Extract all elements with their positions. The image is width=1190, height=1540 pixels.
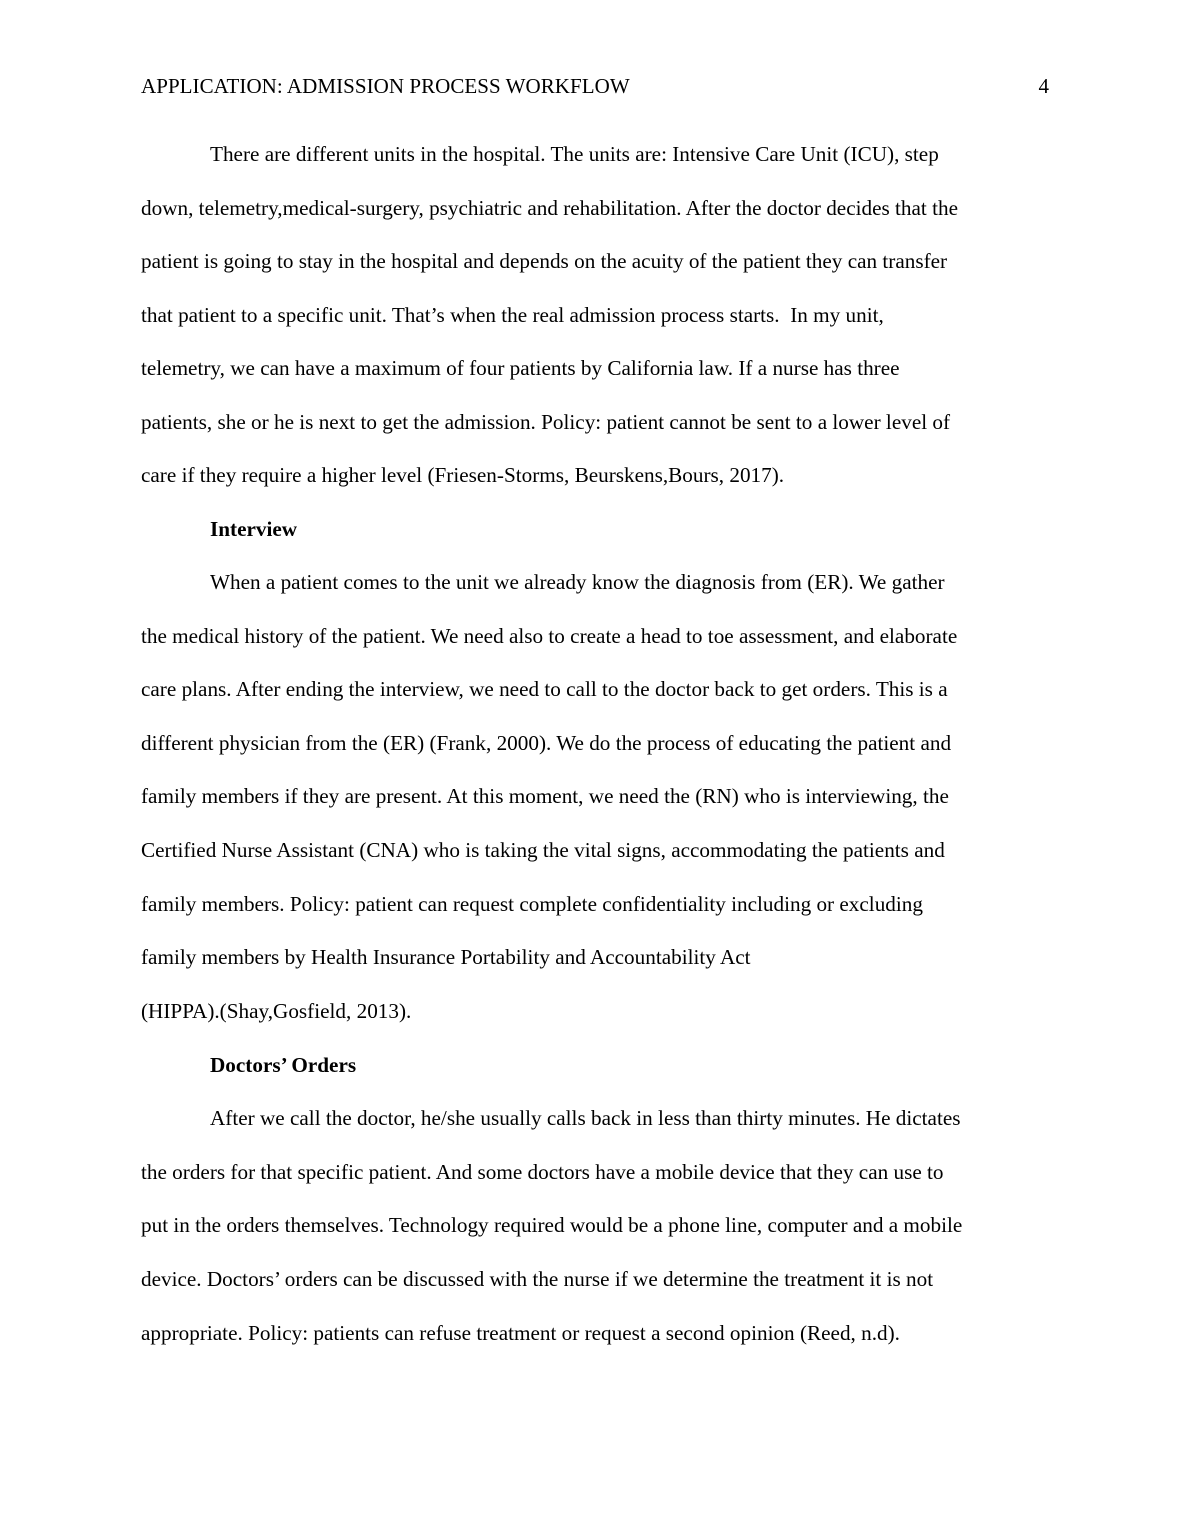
paragraph-line: appropriate. Policy: patients can refuse treatment or request a second opinion (Reed, n.d). <box>141 1321 900 1345</box>
paragraph-line: There are different units in the hospital. The units are: Intensive Care Unit (ICU), step <box>210 142 939 166</box>
paragraph-line: When a patient comes to the unit we already know the diagnosis from (ER). We gather <box>210 570 945 594</box>
paragraph-line: patient is going to stay in the hospital and depends on the acuity of the patient they can transfer <box>141 249 948 273</box>
paragraph-line: After we call the doctor, he/she usually calls back in less than thirty minutes. He dictates <box>210 1106 961 1130</box>
paragraph-line: telemetry, we can have a maximum of four patients by California law. If a nurse has three <box>141 356 900 380</box>
paragraph-line: the medical history of the patient. We need also to create a head to toe assessment, and elaborate <box>141 624 958 648</box>
paragraph-line: down, telemetry,medical-surgery, psychiatric and rehabilitation. After the doctor decides that the <box>141 196 958 220</box>
paragraph-line: (HIPPA).(Shay,Gosfield, 2013). <box>141 999 412 1023</box>
paragraph-line: different physician from the (ER) (Frank, 2000). We do the process of educating the patient and <box>141 731 952 755</box>
paragraph-line: care plans. After ending the interview, we need to call to the doctor back to get orders. This is a <box>141 677 948 701</box>
running-header <box>141 71 1049 101</box>
page-number: 4 <box>1038 74 1049 98</box>
paragraph-line: device. Doctors’ orders can be discussed with the nurse if we determine the treatment it is not <box>141 1267 934 1291</box>
running-title: APPLICATION: ADMISSION PROCESS WORKFLOW <box>141 74 630 98</box>
paragraph-line: family members. Policy: patient can request complete confidentiality including or excluding <box>141 892 923 916</box>
paragraph-line: that patient to a specific unit. That’s when the real admission process starts. In my unit, <box>141 303 884 327</box>
section-heading-interview: Interview <box>210 517 298 541</box>
paragraph-line: the orders for that specific patient. And some doctors have a mobile device that they can use to <box>141 1160 944 1184</box>
paragraph-line: family members if they are present. At this moment, we need the (RN) who is interviewing, the <box>141 784 949 808</box>
paragraph-line: patients, she or he is next to get the admission. Policy: patient cannot be sent to a lower level of <box>141 410 951 434</box>
paragraph-line: put in the orders themselves. Technology required would be a phone line, computer and a mobile <box>141 1213 963 1237</box>
paragraph-line: care if they require a higher level (Friesen-Storms, Beurskens,Bours, 2017). <box>141 463 785 487</box>
paragraph-line: Certified Nurse Assistant (CNA) who is taking the vital signs, accommodating the patients and <box>141 838 945 862</box>
section-heading-doctors-orders: Doctors’ Orders <box>210 1053 357 1077</box>
paragraph-line: family members by Health Insurance Portability and Accountability Act <box>141 945 751 969</box>
